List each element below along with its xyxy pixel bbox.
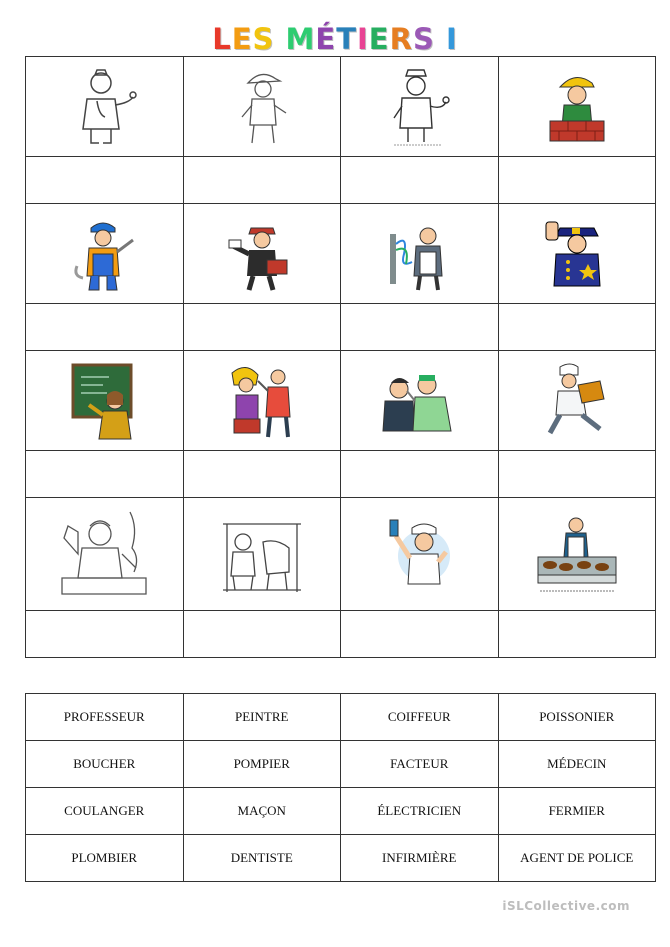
word-cell: BOUCHER [26,741,184,788]
butcher-drawing-icon [54,508,154,600]
fishmonger-icon [532,511,622,597]
dentist-icon [379,361,459,441]
answer-cell[interactable] [26,304,184,351]
bricklayer-icon [542,67,612,147]
answer-cell[interactable] [341,157,499,204]
picture-row [26,351,656,451]
word-cell: FACTEUR [341,741,499,788]
answer-cell[interactable] [341,611,499,658]
word-bank-row [26,835,656,882]
hairdresser-icon [224,361,300,441]
word-cell: PLOMBIER [26,835,184,882]
picture-row [26,498,656,611]
word-cell: POMPIER [183,741,341,788]
picture-cell [341,498,499,611]
plumber-icon [69,214,139,294]
picture-cell [341,204,499,304]
answer-cell[interactable] [26,611,184,658]
title-letter: S [252,22,275,56]
word-cell: ÉLECTRICIEN [341,788,499,835]
picture-cell [183,498,341,611]
answer-cell[interactable] [183,451,341,498]
word-bank-row [26,741,656,788]
title-letter: S [412,22,435,56]
answer-cell[interactable] [341,451,499,498]
picture-cell [26,498,184,611]
word-bank-row [26,694,656,741]
worksheet-title [0,22,670,56]
answer-cell[interactable] [183,157,341,204]
picture-cell [26,57,184,157]
word-cell: FERMIER [498,788,656,835]
answer-cell[interactable] [183,611,341,658]
picture-grid [25,56,656,658]
answer-cell[interactable] [498,304,656,351]
answer-row [26,157,656,204]
title-letter: E [368,22,390,56]
title-letter: É [315,22,337,56]
word-cell: COIFFEUR [341,694,499,741]
word-cell: MÉDECIN [498,741,656,788]
teacher-icon [69,361,139,441]
title-letter: I [357,22,369,56]
word-bank-table [25,693,656,882]
farmer-drawing-icon [219,512,305,596]
picture-cell [183,204,341,304]
word-cell: AGENT DE POLICE [498,835,656,882]
postman-icon [227,214,297,294]
word-cell: COULANGER [26,788,184,835]
police-officer-icon [542,214,612,294]
answer-cell[interactable] [183,304,341,351]
answer-row [26,451,656,498]
answer-row [26,611,656,658]
word-cell: INFIRMIÈRE [341,835,499,882]
painter-icon [384,514,454,594]
title-letter: L [212,22,232,56]
picture-cell [341,351,499,451]
title-letter [435,22,446,56]
picture-cell [341,57,499,157]
word-cell: POISSONIER [498,694,656,741]
answer-cell[interactable] [498,451,656,498]
answer-cell[interactable] [341,304,499,351]
picture-cell [498,204,656,304]
title-letter: I [445,22,458,56]
title-letter: M [285,22,316,56]
doctor-drawing-icon [69,67,139,147]
picture-cell [26,351,184,451]
electrician-icon [384,214,454,294]
picture-cell [183,57,341,157]
word-bank-row [26,788,656,835]
picture-row [26,204,656,304]
picture-cell [498,498,656,611]
picture-cell [183,351,341,451]
firefighter-drawing-icon [232,67,292,147]
title-letter: E [231,22,253,56]
answer-row [26,304,656,351]
baker-icon [542,361,612,441]
answer-cell[interactable] [498,157,656,204]
answer-cell[interactable] [26,451,184,498]
word-cell: MAÇON [183,788,341,835]
word-cell: PROFESSEUR [26,694,184,741]
word-cell: PEINTRE [183,694,341,741]
picture-row [26,57,656,157]
answer-cell[interactable] [498,611,656,658]
picture-cell [498,351,656,451]
word-cell: DENTISTE [183,835,341,882]
nurse-drawing-icon [384,66,454,148]
title-letter [274,22,285,56]
picture-cell [26,204,184,304]
answer-cell[interactable] [26,157,184,204]
title-letter: R [389,22,413,56]
title-letter: T [336,22,357,56]
picture-cell [498,57,656,157]
site-watermark: iSLCollective.com [502,899,630,913]
